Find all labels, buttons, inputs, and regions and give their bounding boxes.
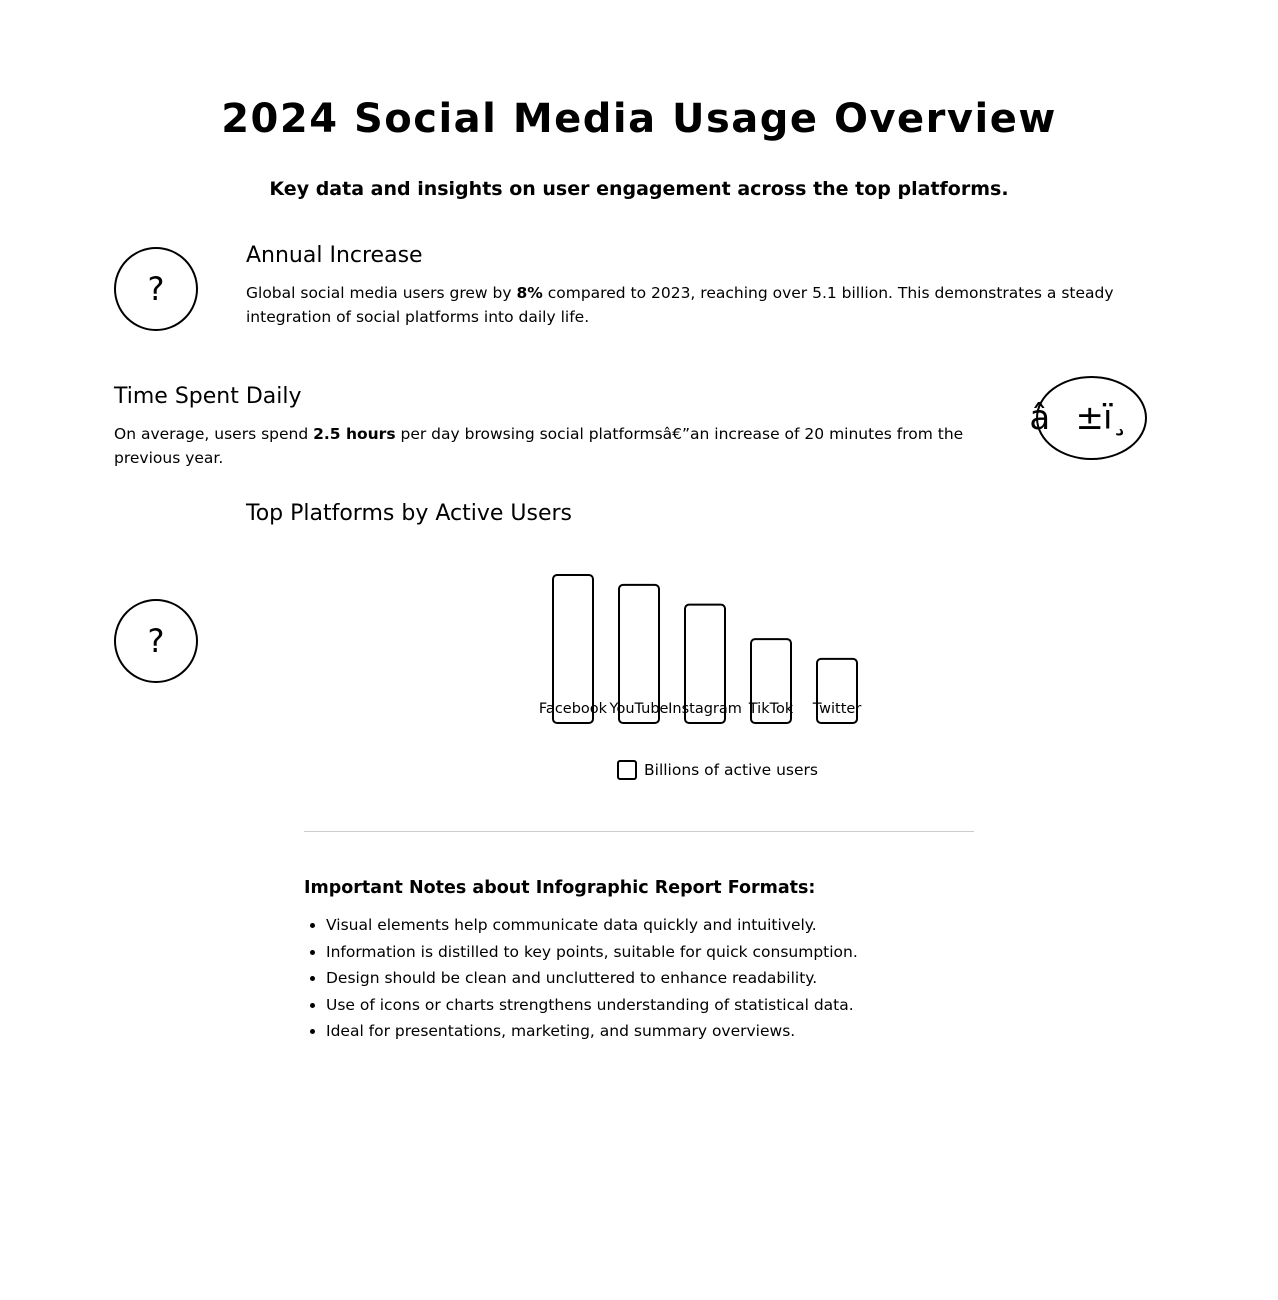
page-title: 2024 Social Media Usage Overview — [221, 96, 1057, 142]
bar-label-instagram: Instagram — [668, 701, 742, 717]
list-item: • Design should be clean and uncluttered to enhance readability. — [326, 965, 858, 992]
platforms-icon-glyph: ? — [147, 622, 165, 660]
legend-swatch — [617, 760, 637, 780]
bar-label-tiktok: TikTok — [748, 701, 794, 717]
question-icon — [114, 599, 198, 683]
annual-increase-heading: Annual Increase — [246, 243, 423, 268]
annual-highlight: 8% — [516, 284, 543, 302]
list-item: • Ideal for presentations, marketing, and summary overviews. — [326, 1018, 858, 1045]
bar-label-facebook: Facebook — [538, 701, 608, 717]
page-subtitle: Key data and insights on user engagement across the top platforms. — [269, 178, 1009, 200]
stopwatch-icon — [1029, 376, 1154, 460]
time-spent-text — [114, 422, 1014, 470]
time-text-before: On average, users spend — [114, 425, 314, 443]
section-divider — [304, 831, 974, 832]
legend-label: Billions of active users — [644, 761, 818, 779]
list-item: • Use of icons or charts strengthens understanding of statistical data. — [326, 992, 858, 1019]
list-item: • Information is distilled to key points, suitable for quick consumption. — [326, 939, 858, 966]
bar-label-youtube: YouTube — [609, 701, 669, 717]
annual-increase-text — [246, 281, 1146, 329]
annual-icon-glyph: ? — [147, 270, 165, 308]
question-icon — [114, 247, 198, 331]
time-spent-heading: Time Spent Daily — [114, 384, 302, 409]
notes-heading: Important Notes about Infographic Report Formats: — [304, 878, 816, 898]
time-text-after: per day browsing social platformsâ€”an increase of 20 minutes from the previous year. — [114, 425, 964, 467]
annual-text-after: compared to 2023, reaching over 5.1 billion. This demonstrates a steady integration of social platforms into daily life. — [246, 284, 1114, 326]
time-icon-glyph: â±ï¸ — [1029, 398, 1154, 438]
platforms-heading: Top Platforms by Active Users — [246, 501, 572, 526]
annual-text-before: Global social media users grew by — [246, 284, 517, 302]
bar-label-twitter: Twitter — [812, 701, 862, 717]
notes-list — [326, 912, 858, 1045]
platforms-bar-chart — [520, 560, 880, 730]
time-highlight: 2.5 hours — [313, 425, 396, 443]
list-item: • Visual elements help communicate data quickly and intuitively. — [326, 912, 858, 939]
chart-legend — [617, 760, 818, 780]
